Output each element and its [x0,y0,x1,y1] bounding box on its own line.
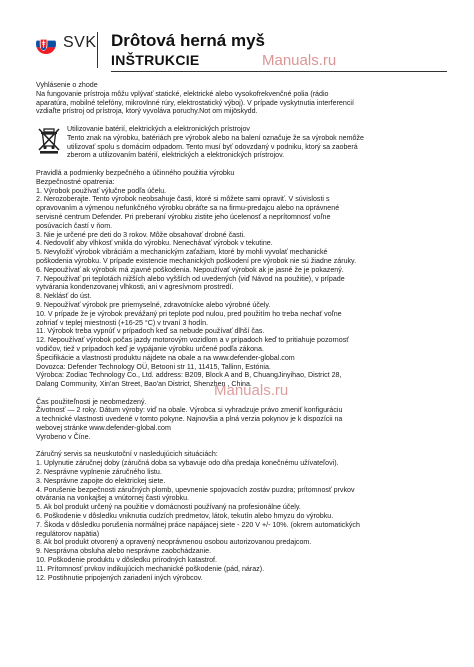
text-line: 11. Prítomnosť prvkov indikujúcich mechanické poškodenie (pád, náraz). [36,564,265,573]
text-line: 10. Poškodenie produktu v dôsledku prírodných katastrof. [36,556,217,565]
text-line: webovej stránke www.defender-global.com [36,424,171,433]
text-line: posúvacích častí v ňom. [36,221,113,230]
text-line: aparatúra, mobilné telefóny, mikrovlnné rúry, elektrostatický výboj). V prípade vyskytnutia interferencií [36,98,354,107]
text-line: regulátorov napätia) [36,529,100,538]
text-line: poškodenia výrobku. V prípade existencie mechanických poškodení pre výrobok nie sú žiadne záruky. [36,256,357,265]
text-line: zberom a utilizovaním batérií, elektrických a elektronických prístrojov. [67,151,285,160]
text-line: 6. Nepoužívať ak výrobok má zjavné poškodenia. Nepoužívať výrobok ak je jasné že je pokazený. [36,265,344,274]
text-line: Čas použiteľnosti je neobmedzený. [36,397,147,406]
page-subtitle: INŠTRUKCIE [111,52,200,68]
text-line: 9. Nepoužívať výrobok pre priemyselné, zdravotnícke alebo výrobné účely. [36,300,271,309]
text-line: opravovaním a výmenou nefunkčného výrobku obráťte sa na firmu-predajcu alebo na oprávnené [36,204,340,213]
title-rule [111,71,447,72]
text-line: 7. Škoda v dôsledku porušenia normálnej práce napájacej siete - 220 V +/- 10%. (okrem automatických [36,520,360,529]
watermark: Manuals.ru [214,382,289,399]
text-line: Dalang Community, Xin'an Street, Bao'an District, Shenzhen , China. [36,380,252,389]
text-line: Vyhlásenie o zhode [36,81,98,89]
text-line: 2. Nesprávne vyplnenie záručného listu. [36,468,162,477]
text-line: 12. Postihnutie pripojených zariadení iných výrobcov. [36,573,203,582]
text-line: 5. Nevyložiť výrobok vibráciám a mechanickým zaťažiam, ktoré by mohli vyvolať mechanické [36,248,328,257]
text-line: vytvárania kondenzovanej vlhkosti, ani v agresívnom prostredí. [36,283,234,292]
text-line: 6. Poškodenie v dôsledku vniknutia cudzích predmetov, látok, tekutín alebo hmyzu do výrobku. [36,512,334,521]
text-line: Dovozca: Defender Technology OÜ, Betooni str 11, 11415, Tallinn, Estónia. [36,362,271,371]
text-line: Utilizovanie batérií, elektrických a elektronických prístrojov [67,124,250,133]
text-line: servisné centrum Defender. Pri preberaní výrobku zistite jeho úcelenosť a neprítomnosť voľne [36,212,331,221]
crossed-bin-icon [37,126,61,154]
text-line: otvárania na vonkajšej a vnútornej časti výrobku. [36,494,189,503]
text-line: 2. Nerozoberajte. Tento výrobok neobsahuje časti, ktoré si môžete sami opraviť. V súvislosti s [36,195,330,204]
language-code: SVK [63,34,97,51]
text-line: 8. Neklásť do úst. [36,292,92,301]
text-line: a technické vlastnosti uvedené v tomto pokyne. Najnovšia a plná verzia pokynov je k dispozícii na [36,415,343,424]
text-line: 9. Nesprávna obsluha alebo nesprávne zaobchádzanie. [36,547,212,556]
text-line: Životnosť — 2 roky. Dátum výroby: viď na obale. Výrobca si vyhradzuje právo zmeniť konfiguráciu [36,406,343,415]
text-line: 1. Uplynutie záručnej doby (záručná doba sa vybavuje odo dňa predaja konečnému užívateľovi). [36,459,339,468]
text-line: vzdiaľte prístroj od prístroja, ktorý vyvoláva poruchy.Not om mijöskydd. [36,107,258,116]
text-line: utilizovať spolu s domácim odpadom. Tento musí byť odovzdaný v podniku, ktorý sa zaoberá [67,142,358,151]
text-line: Bezpečnostné opatrenia: [36,177,115,186]
text-line: 8. Ak bol produkt otvorený a opravený neoprávnenou osobou autorizovanou predajcom. [36,538,312,547]
text-line: Záručný servis sa neuskutoční v nasledujúcich situáciách: [36,450,218,459]
text-line: Tento znak na výrobku, batériách pre výrobok alebo na balení označuje že sa výrobok nemôže [67,133,364,142]
text-line: 3. Nesprávne zapojte do elektrickej siete. [36,476,166,485]
watermark: Manuals.ru [262,52,337,69]
text-line: 10. V prípade že je výrobok prevážaný pri teplote pod nulou, pred použitím ho treba nechať voľne [36,309,342,318]
text-line: 12. Nepoužívať výrobok počas jazdy motorovým vozidlom a v prípadoch keď to pritiahuje pozornosť [36,336,349,345]
text-line: 5. Ak bol produkt určený na použitie v domácnosti používaný na profesionálne účely. [36,503,301,512]
text-line: Vyrobeno v Číne. [36,432,91,441]
header [0,30,474,74]
text-line: Špecifikácie a vlastnosti produktu nájdete na obale a na www.defender-global.com [36,353,295,362]
slovakia-flag-icon [36,34,56,54]
text-line: Pravidlá a podmienky bezpečného a účinného použitia výrobku [36,168,235,177]
page-title: Drôtová herná myš [111,31,265,50]
text-line: Výrobca: Zodiac Technology Co., Ltd. address: B209, Block A and B, ChuangJinyihao, District 28, [36,371,342,380]
document-body [36,81,448,582]
text-line: vodičov, tiež v prípadoch keď je vypájanie výrobku určené podľa zákona. [36,344,264,353]
header-divider [97,32,98,68]
text-line: 3. Nie je určené pre deti do 3 rokov. Môže obsahovať drobné časti. [36,230,246,239]
text-line: 4. Nedovoliť aby vlhkosť vnikla do výrobku. Nenechávať výrobok v tekutine. [36,239,273,248]
text-line: 4. Porušenie bezpečnosti záručných plomb, upevnenie spojovacích zostáv puzdra; prítomnosť prvkov [36,485,355,494]
text-line: 1. Výrobok používať výlučne podľa účelu. [36,186,167,195]
text-line: Na fungovanie prístroja môžu vplývať statické, elektrické alebo vysokofrekvenčné polia (rádio [36,89,329,98]
text-line: 11. Výrobok treba vypnúť v prípadoch keď sa nebude používať dlhší čas. [36,327,265,336]
text-line: 7. Nepoužívať pri teplotách nižších alebo vyšších od uvedených (viď Návod na použitie), v prípade [36,274,345,283]
text-line: zohriať v teplej miestnosti (+16-25 °C) v trvaní 3 hodín. [36,318,209,327]
recycling-section [36,125,448,160]
